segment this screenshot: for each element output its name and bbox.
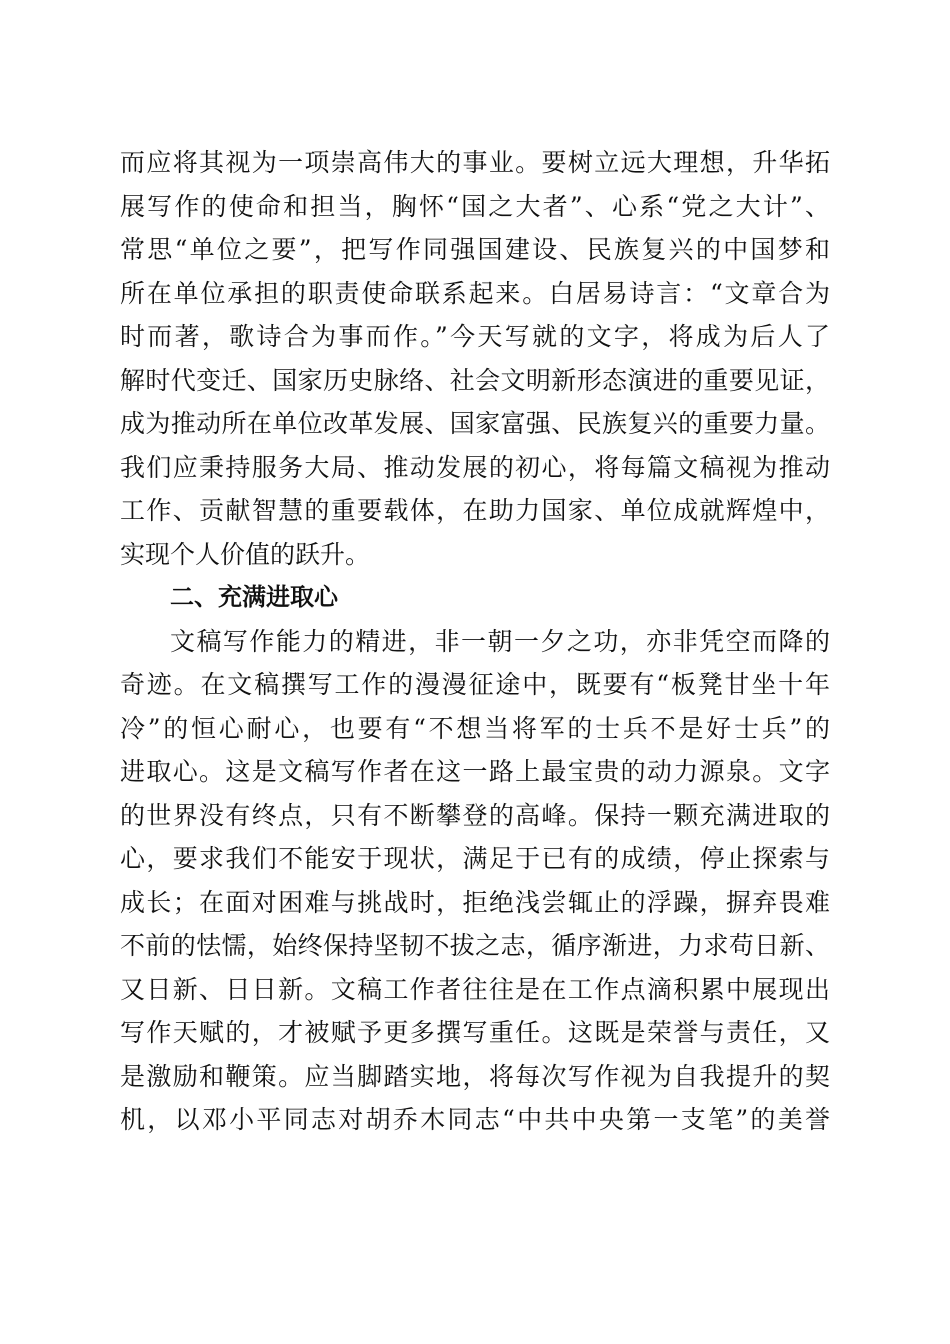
text-line: 进取心。这是文稿写作者在这一路上最宝贵的动力源泉。文字 [120,757,830,786]
text-line: 不前的怯懦，始终保持坚韧不拔之志，循序渐进，力求苟日新、 [120,931,830,960]
text-line: 写作天赋的，才被赋予更多撰写重任。这既是荣誉与责任，又 [120,1018,830,1047]
text-line: 心，要求我们不能安于现状，满足于已有的成绩，停止探索与 [120,844,830,873]
text-line: 机，以邓小平同志对胡乔木同志“中共中央第一支笔”的美誉 [120,1105,830,1134]
text-line: 展写作的使命和担当，胸怀“国之大者”、心系“党之大计”、 [120,191,830,221]
text-line: 常思“单位之要”，把写作同强国建设、民族复兴的中国梦和 [120,235,830,264]
text-line: 解时代变迁、国家历史脉络、社会文明新形态演进的重要见证， [120,365,830,395]
paragraph-2 [120,620,830,1142]
text-line: 实现个人价值的跃升。 [120,539,371,569]
text-line: 又日新、日日新。文稿工作者往往是在工作点滴积累中展现出 [120,974,830,1004]
document-body [120,141,830,1142]
text-line: 而应将其视为一项崇高伟大的事业。要树立远大理想，升华拓 [120,148,830,177]
text-line: 文稿写作能力的精进，非一朝一夕之功，亦非凭空而降的 [170,626,830,656]
text-line: 成长；在面对困难与挑战时，拒绝浅尝辄止的浮躁，摒弃畏难 [120,887,830,917]
text-line: 所在单位承担的职责使命联系起来。白居易诗言：“文章合为 [120,278,830,308]
text-line: 成为推动所在单位改革发展、国家富强、民族复兴的重要力量。 [120,409,830,438]
section-heading: 二、充满进取心 [170,583,338,611]
text-line: 的世界没有终点，只有不断攀登的高峰。保持一颗充满进取的 [120,800,830,830]
text-line: 冷”的恒心耐心，也要有“不想当将军的士兵不是好士兵”的 [120,713,830,743]
text-line: 时而著，歌诗合为事而作。”今天写就的文字，将成为后人了 [120,322,830,351]
text-line: 是激励和鞭策。应当脚踏实地，将每次写作视为自我提升的契 [120,1061,830,1091]
text-line: 我们应秉持服务大局、推动发展的初心，将每篇文稿视为推动 [120,452,830,482]
paragraph-1 [120,141,830,576]
text-line: 工作、贡献智慧的重要载体，在助力国家、单位成就辉煌中， [120,496,830,525]
text-line: 奇迹。在文稿撰写工作的漫漫征途中，既要有“板凳甘坐十年 [120,670,830,699]
